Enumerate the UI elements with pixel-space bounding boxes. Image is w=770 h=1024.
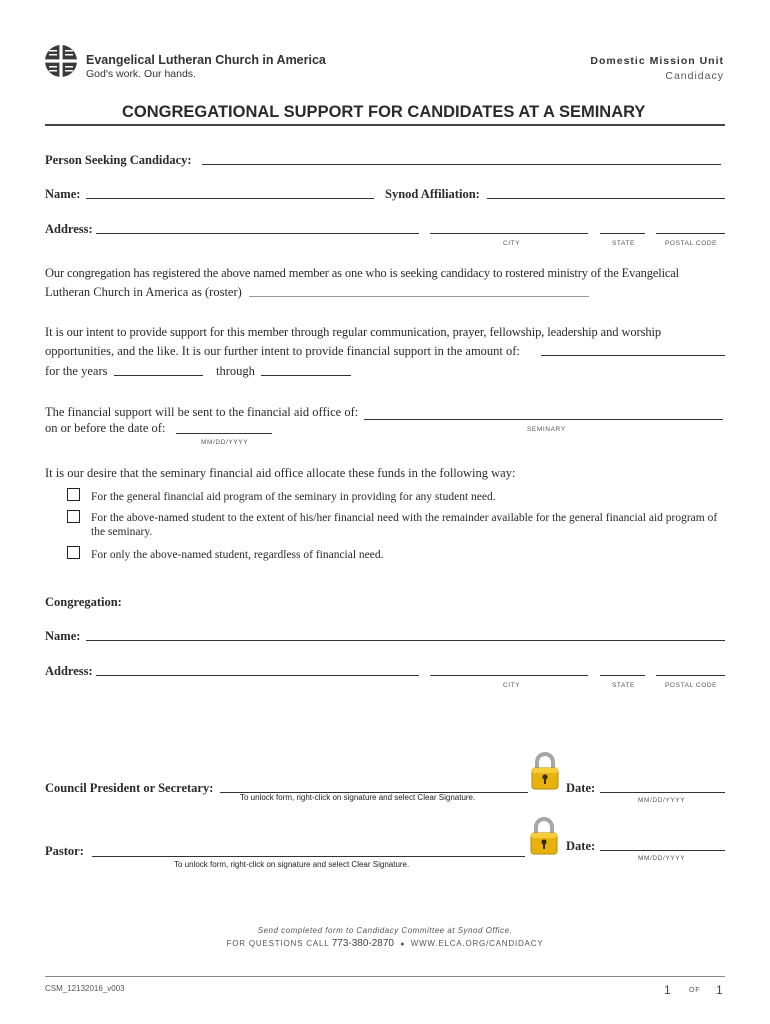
before-date-field[interactable] bbox=[176, 420, 272, 434]
contact-line bbox=[0, 938, 770, 949]
council-date-label: Date: bbox=[566, 781, 596, 795]
option-general-checkbox[interactable] bbox=[67, 488, 80, 501]
council-lock-icon[interactable] bbox=[529, 751, 561, 791]
congregation-address-label: Address: bbox=[45, 664, 93, 678]
council-signature-label: Council President or Secretary: bbox=[45, 781, 214, 795]
pastor-unlock-hint: To unlock form, right-click on signature and select Clear Signature. bbox=[174, 860, 410, 869]
synod-affiliation-field[interactable] bbox=[487, 185, 725, 199]
footer-rule bbox=[45, 976, 725, 977]
intent-text-line2: opportunities, and the like. It is our further intent to provide financial support in the amount of: bbox=[45, 344, 520, 358]
registered-text-line2: Lutheran Church in America as (roster) bbox=[45, 285, 242, 299]
page-number: 1 bbox=[664, 983, 671, 997]
registered-text-line1: Our congregation has registered the above named member as one who is seeking candidacy to rostered ministry of the Evangelical bbox=[45, 266, 680, 280]
address-state-field[interactable] bbox=[600, 220, 645, 234]
address-street-field[interactable] bbox=[96, 220, 419, 234]
address-postal-field[interactable] bbox=[656, 220, 725, 234]
phone-number: 773-380-2870 bbox=[331, 938, 394, 949]
person-seeking-field[interactable] bbox=[202, 151, 721, 165]
congregation-postal-caption: POSTAL CODE bbox=[665, 682, 718, 689]
postal-code-caption: POSTAL CODE bbox=[665, 240, 718, 247]
questions-prefix: FOR QUESTIONS CALL bbox=[226, 939, 330, 948]
council-unlock-hint: To unlock form, right-click on signature and select Clear Signature. bbox=[240, 793, 476, 802]
through-label: through bbox=[216, 364, 255, 378]
send-note: Send completed form to Candidacy Committee at Synod Office. bbox=[257, 926, 513, 935]
congregation-state-caption: STATE bbox=[612, 682, 635, 689]
subunit-name: Candidacy bbox=[665, 70, 724, 82]
title-rule bbox=[45, 124, 725, 126]
page-of: OF bbox=[689, 987, 701, 994]
financial-office-text: The financial support will be sent to the financial aid office of: bbox=[45, 405, 359, 419]
congregation-state-field[interactable] bbox=[600, 662, 645, 676]
option-student-remainder-checkbox[interactable] bbox=[67, 510, 80, 523]
council-date-caption: MM/DD/YYYY bbox=[638, 797, 686, 804]
unit-name: Domestic Mission Unit bbox=[590, 55, 724, 67]
before-date-caption: MM/DD/YYYY bbox=[201, 439, 249, 446]
congregation-city-field[interactable] bbox=[430, 662, 588, 676]
website-link[interactable]: WWW.ELCA.ORG/CANDIDACY bbox=[410, 939, 544, 948]
intent-text-line1: It is our intent to provide support for this member through regular communication, prayer, fellowship, leadership and worship bbox=[45, 325, 662, 339]
org-name: Evangelical Lutheran Church in America bbox=[86, 53, 326, 67]
allocation-text: It is our desire that the seminary financial aid office allocate these funds in the following way: bbox=[45, 466, 516, 480]
pastor-date-caption: MM/DD/YYYY bbox=[638, 855, 686, 862]
congregation-postal-field[interactable] bbox=[656, 662, 725, 676]
roster-field[interactable] bbox=[249, 283, 589, 297]
name-field[interactable] bbox=[86, 185, 374, 199]
pastor-date-field[interactable] bbox=[600, 837, 725, 851]
option-student-remainder-label: For the above-named student to the extent of his/her financial need with the remainder available for the general financial aid program of the seminary. bbox=[91, 512, 718, 538]
bullet-separator: ● bbox=[400, 941, 405, 948]
option-general-label: For the general financial aid program of the seminary in providing for any student need. bbox=[91, 491, 496, 503]
synod-affiliation-label: Synod Affiliation: bbox=[385, 187, 480, 201]
name-label: Name: bbox=[45, 187, 81, 201]
elca-logo-icon bbox=[43, 43, 79, 79]
seminary-field[interactable] bbox=[364, 406, 723, 420]
pastor-signature-field[interactable] bbox=[92, 856, 525, 857]
pastor-signature-label: Pastor: bbox=[45, 844, 84, 858]
congregation-heading: Congregation: bbox=[45, 595, 122, 609]
page-total: 1 bbox=[716, 983, 723, 997]
org-tagline: God's work. Our hands. bbox=[86, 68, 196, 80]
congregation-name-field[interactable] bbox=[86, 627, 725, 641]
congregation-city-caption: CITY bbox=[503, 682, 521, 689]
pastor-date-label: Date: bbox=[566, 839, 596, 853]
support-amount-field[interactable] bbox=[541, 342, 725, 356]
address-label: Address: bbox=[45, 222, 93, 236]
seminary-caption: SEMINARY bbox=[527, 426, 566, 433]
date-before-text: on or before the date of: bbox=[45, 421, 166, 435]
years-to-field[interactable] bbox=[261, 362, 351, 376]
state-caption: STATE bbox=[612, 240, 635, 247]
pastor-lock-icon[interactable] bbox=[528, 816, 560, 856]
option-student-only-checkbox[interactable] bbox=[67, 546, 80, 559]
person-seeking-label: Person Seeking Candidacy: bbox=[45, 153, 192, 167]
address-city-field[interactable] bbox=[430, 220, 588, 234]
congregation-street-field[interactable] bbox=[96, 662, 419, 676]
page-title: CONGREGATIONAL SUPPORT FOR CANDIDATES AT A SEMINARY bbox=[122, 103, 646, 121]
form-code: CSM_12132016_v003 bbox=[45, 984, 125, 993]
option-student-only-label: For only the above-named student, regardless of financial need. bbox=[91, 549, 384, 561]
congregation-name-label: Name: bbox=[45, 629, 81, 643]
years-from-field[interactable] bbox=[114, 362, 203, 376]
city-caption: CITY bbox=[503, 240, 521, 247]
council-date-field[interactable] bbox=[600, 779, 725, 793]
years-label: for the years bbox=[45, 364, 108, 378]
